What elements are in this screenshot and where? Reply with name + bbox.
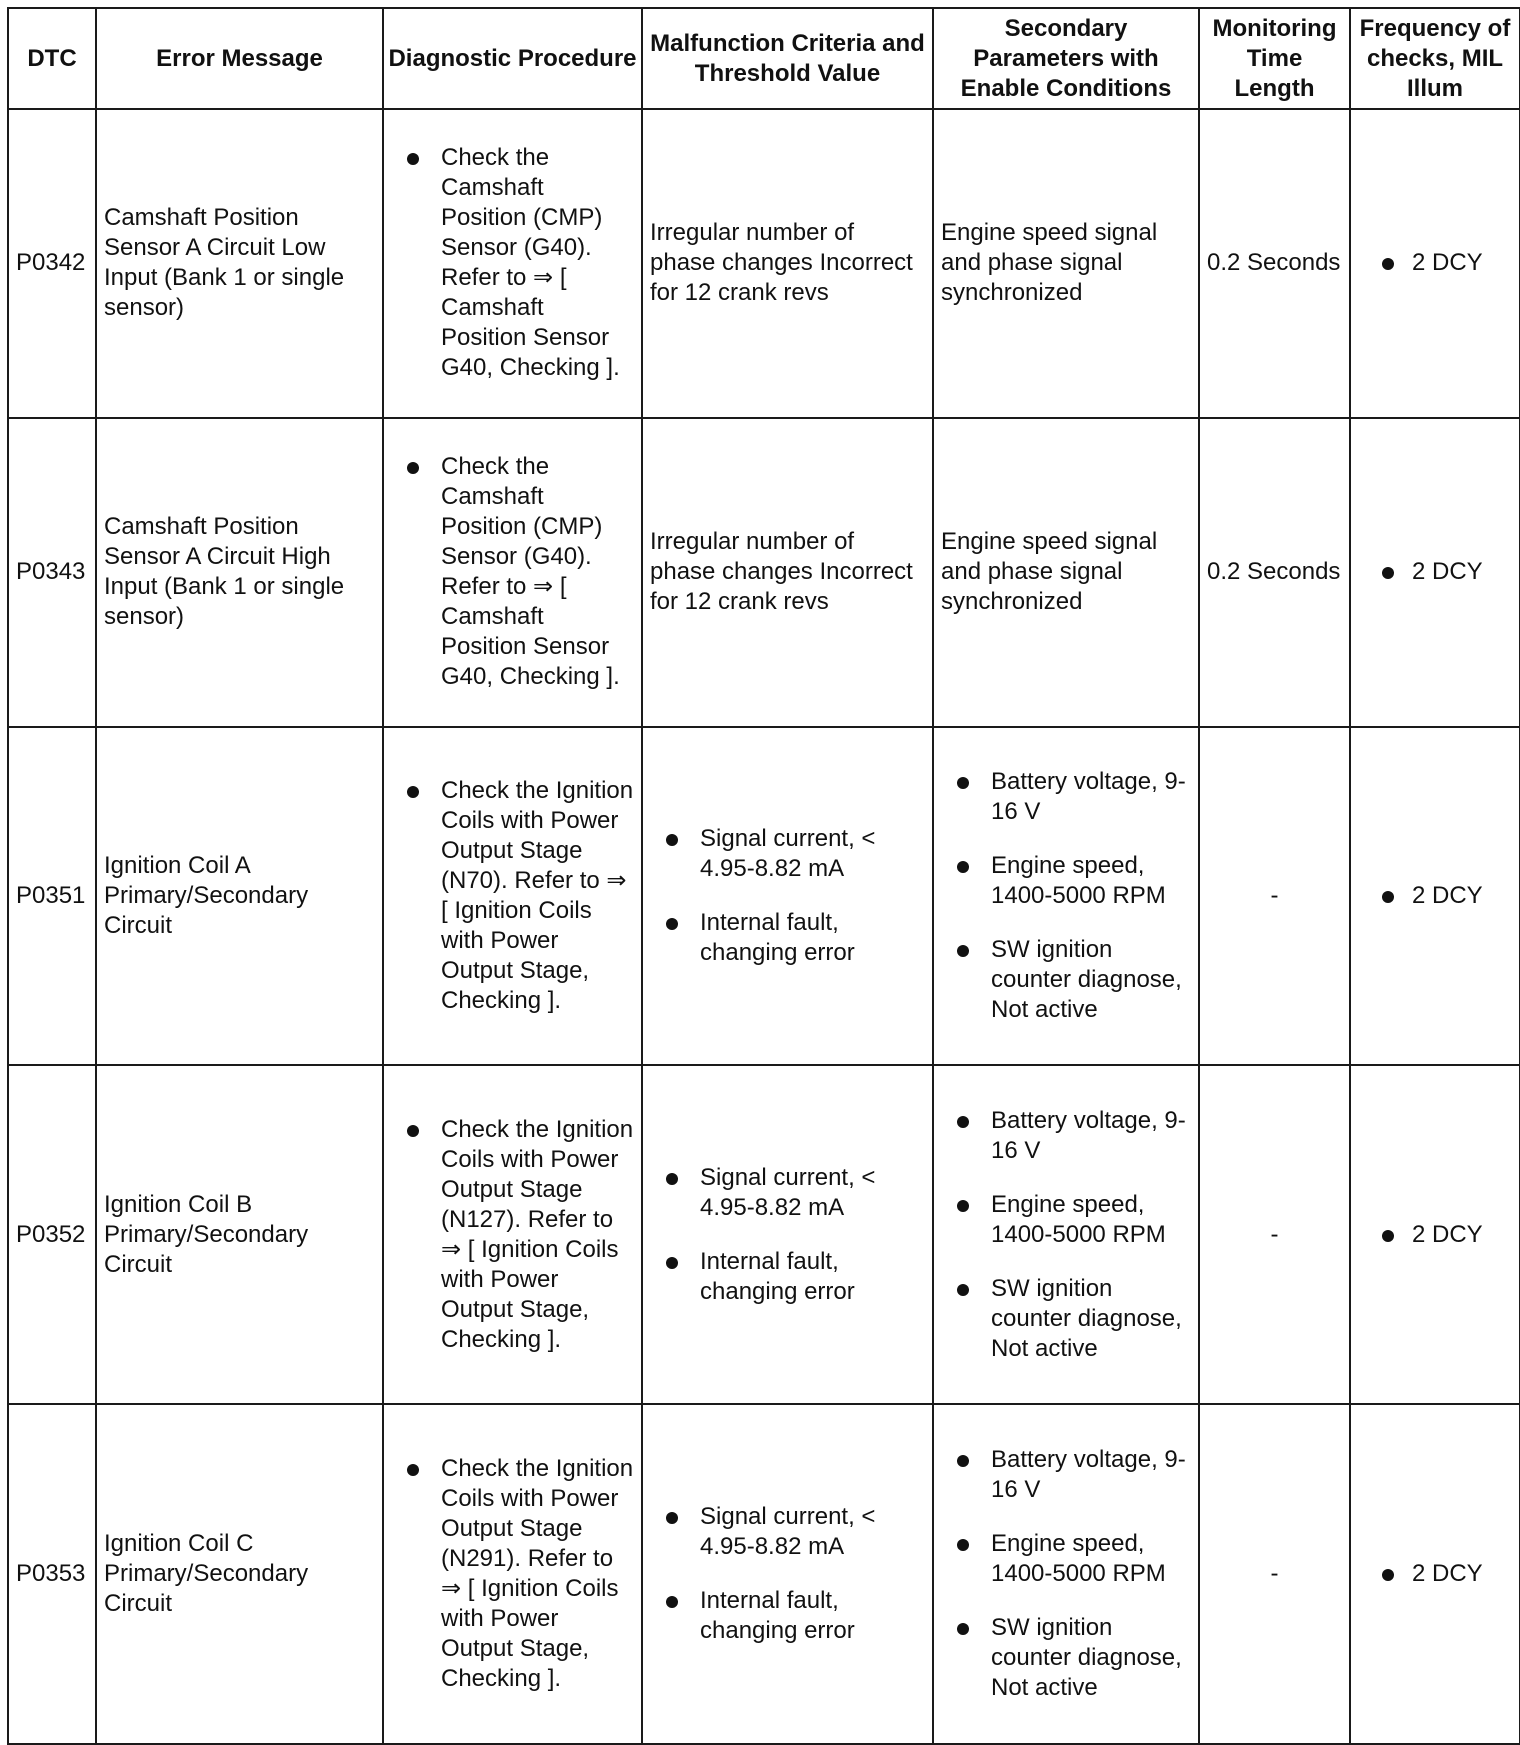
diagnostic-procedure (383, 109, 642, 418)
criteria-item: Internal fault, changing error (650, 1586, 925, 1646)
secondary-item: Battery voltage, 9-16 V (941, 767, 1191, 827)
secondary-list (941, 767, 1191, 1025)
diagnostic-procedure (383, 1404, 642, 1744)
procedure-list (391, 776, 634, 1016)
malfunction-criteria (642, 1065, 933, 1404)
diagnostic-procedure (383, 418, 642, 727)
error-message: Ignition Coil A Primary/Secondary Circuit (96, 727, 383, 1066)
secondary-parameters (933, 1404, 1199, 1744)
header-frequency: Frequency of checks, MIL Illum (1350, 8, 1520, 109)
malfunction-criteria: Irregular number of phase changes Incorrect for 12 crank revs (642, 418, 933, 727)
frequency-item: 2 DCY (1358, 1220, 1512, 1250)
criteria-list (650, 824, 925, 968)
procedure-step: Check the Camshaft Position (CMP) Sensor (G40). Refer to ⇒ [ Camshaft Position Sensor G40, Checking ]. (391, 143, 634, 383)
frequency-item: 2 DCY (1358, 881, 1512, 911)
frequency (1350, 1404, 1520, 1744)
criteria-item: Internal fault, changing error (650, 908, 925, 968)
monitoring-time: - (1199, 727, 1350, 1066)
secondary-list (941, 1106, 1191, 1364)
monitoring-time: - (1199, 1404, 1350, 1744)
criteria-item: Signal current, < 4.95-8.82 mA (650, 824, 925, 884)
criteria-list (650, 1163, 925, 1307)
secondary-item: Battery voltage, 9-16 V (941, 1445, 1191, 1505)
frequency (1350, 109, 1520, 418)
secondary-item: SW ignition counter diagnose, Not active (941, 935, 1191, 1025)
secondary-item: Engine speed, 1400-5000 RPM (941, 851, 1191, 911)
procedure-step: Check the Ignition Coils with Power Output Stage (N127). Refer to ⇒ [ Ignition Coils with Power Output Stage, Checking ]. (391, 1115, 634, 1355)
error-message: Ignition Coil C Primary/Secondary Circuit (96, 1404, 383, 1744)
header-error-message: Error Message (96, 8, 383, 109)
error-message: Camshaft Position Sensor A Circuit High Input (Bank 1 or single sensor) (96, 418, 383, 727)
monitoring-time: - (1199, 1065, 1350, 1404)
criteria-item: Signal current, < 4.95-8.82 mA (650, 1502, 925, 1562)
procedure-list (391, 143, 634, 383)
dtc-code: P0352 (8, 1065, 96, 1404)
secondary-parameters: Engine speed signal and phase signal synchronized (933, 418, 1199, 727)
header-dtc: DTC (8, 8, 96, 109)
frequency-list (1358, 881, 1512, 911)
secondary-item: Engine speed, 1400-5000 RPM (941, 1190, 1191, 1250)
secondary-item: SW ignition counter diagnose, Not active (941, 1274, 1191, 1364)
dtc-table (7, 7, 1520, 1745)
criteria-item: Signal current, < 4.95-8.82 mA (650, 1163, 925, 1223)
header-diagnostic-procedure: Diagnostic Procedure (383, 8, 642, 109)
procedure-step: Check the Ignition Coils with Power Output Stage (N70). Refer to ⇒ [ Ignition Coils with Power Output Stage, Checking ]. (391, 776, 634, 1016)
error-message: Camshaft Position Sensor A Circuit Low Input (Bank 1 or single sensor) (96, 109, 383, 418)
dtc-code: P0353 (8, 1404, 96, 1744)
frequency-list (1358, 1220, 1512, 1250)
malfunction-criteria (642, 1404, 933, 1744)
frequency (1350, 418, 1520, 727)
secondary-parameters: Engine speed signal and phase signal synchronized (933, 109, 1199, 418)
secondary-item: SW ignition counter diagnose, Not active (941, 1613, 1191, 1703)
secondary-parameters (933, 727, 1199, 1066)
procedure-step: Check the Camshaft Position (CMP) Sensor (G40). Refer to ⇒ [ Camshaft Position Sensor G40, Checking ]. (391, 452, 634, 692)
dtc-code: P0342 (8, 109, 96, 418)
diagnostic-procedure (383, 727, 642, 1066)
diagnostic-procedure (383, 1065, 642, 1404)
table-header-row (8, 8, 1520, 109)
malfunction-criteria: Irregular number of phase changes Incorrect for 12 crank revs (642, 109, 933, 418)
frequency-list (1358, 1559, 1512, 1589)
frequency-item: 2 DCY (1358, 248, 1512, 278)
procedure-list (391, 1115, 634, 1355)
secondary-item: Engine speed, 1400-5000 RPM (941, 1529, 1191, 1589)
dtc-code: P0351 (8, 727, 96, 1066)
frequency (1350, 727, 1520, 1066)
table-row (8, 418, 1520, 727)
table-row (8, 1065, 1520, 1404)
frequency-list (1358, 557, 1512, 587)
malfunction-criteria (642, 727, 933, 1066)
frequency-item: 2 DCY (1358, 557, 1512, 587)
header-secondary-parameters: Secondary Parameters with Enable Conditions (933, 8, 1199, 109)
dtc-code: P0343 (8, 418, 96, 727)
frequency-item: 2 DCY (1358, 1559, 1512, 1589)
frequency (1350, 1065, 1520, 1404)
criteria-item: Internal fault, changing error (650, 1247, 925, 1307)
table-row (8, 1404, 1520, 1744)
frequency-list (1358, 248, 1512, 278)
procedure-list (391, 452, 634, 692)
monitoring-time: 0.2 Seconds (1199, 418, 1350, 727)
error-message: Ignition Coil B Primary/Secondary Circuit (96, 1065, 383, 1404)
table-row (8, 727, 1520, 1066)
criteria-list (650, 1502, 925, 1646)
monitoring-time: 0.2 Seconds (1199, 109, 1350, 418)
secondary-list (941, 1445, 1191, 1703)
procedure-list (391, 1454, 634, 1694)
table-row (8, 109, 1520, 418)
secondary-item: Battery voltage, 9-16 V (941, 1106, 1191, 1166)
secondary-parameters (933, 1065, 1199, 1404)
header-malfunction-criteria: Malfunction Criteria and Threshold Value (642, 8, 933, 109)
header-monitoring-time: Monitoring Time Length (1199, 8, 1350, 109)
procedure-step: Check the Ignition Coils with Power Output Stage (N291). Refer to ⇒ [ Ignition Coils with Power Output Stage, Checking ]. (391, 1454, 634, 1694)
